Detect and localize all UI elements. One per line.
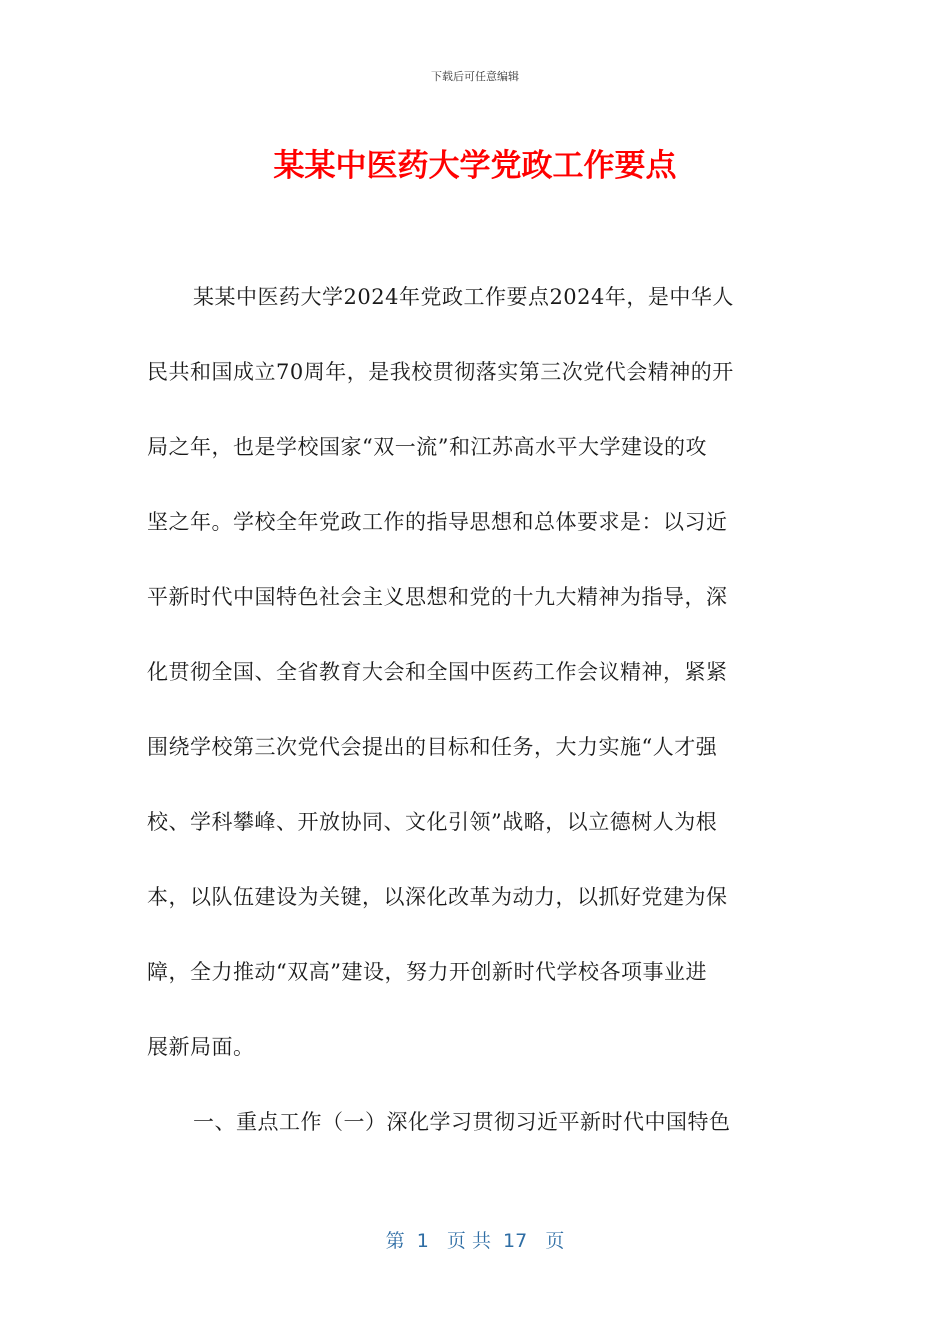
paragraph-1-line-7: 围绕学校第三次党代会提出的目标和任务，大力实施“人才强 [147, 735, 718, 759]
paragraph-1-line-1: 某某中医药大学2024年党政工作要点2024年，是中华人 [193, 285, 734, 309]
paragraph-1-line-8: 校、学科攀峰、开放协同、文化引领”战略，以立德树人为根 [147, 810, 718, 834]
paragraph-1-line-5: 平新时代中国特色社会主义思想和党的十九大精神为指导，深 [147, 585, 728, 609]
paragraph-1-line-3: 局之年，也是学校国家“双一流”和江苏高水平大学建设的攻 [147, 435, 707, 459]
document-title: 某某中医药大学党政工作要点 [273, 148, 677, 184]
document-body [147, 272, 797, 1172]
paragraph-1-line-2: 民共和国成立70周年，是我校贯彻落实第三次党代会精神的开 [147, 360, 734, 384]
paragraph-1-line-6: 化贯彻全国、全省教育大会和全国中医药工作会议精神，紧紧 [147, 660, 728, 684]
paragraph-1-line-10: 障，全力推动“双高”建设，努力开创新时代学校各项事业进 [147, 960, 707, 984]
page-number-footer: 第 1 页 共 17 页 [385, 1230, 565, 1252]
page-header-note: 下载后可任意编辑 [431, 70, 519, 83]
paragraph-1-line-11: 展新局面。 [147, 1035, 255, 1059]
paragraph-1-line-4: 坚之年。学校全年党政工作的指导思想和总体要求是：以习近 [147, 510, 728, 534]
paragraph-1-line-9: 本，以队伍建设为关键，以深化改革为动力，以抓好党建为保 [147, 885, 728, 909]
paragraph-2-line-1: 一、重点工作（一）深化学习贯彻习近平新时代中国特色 [193, 1110, 731, 1134]
